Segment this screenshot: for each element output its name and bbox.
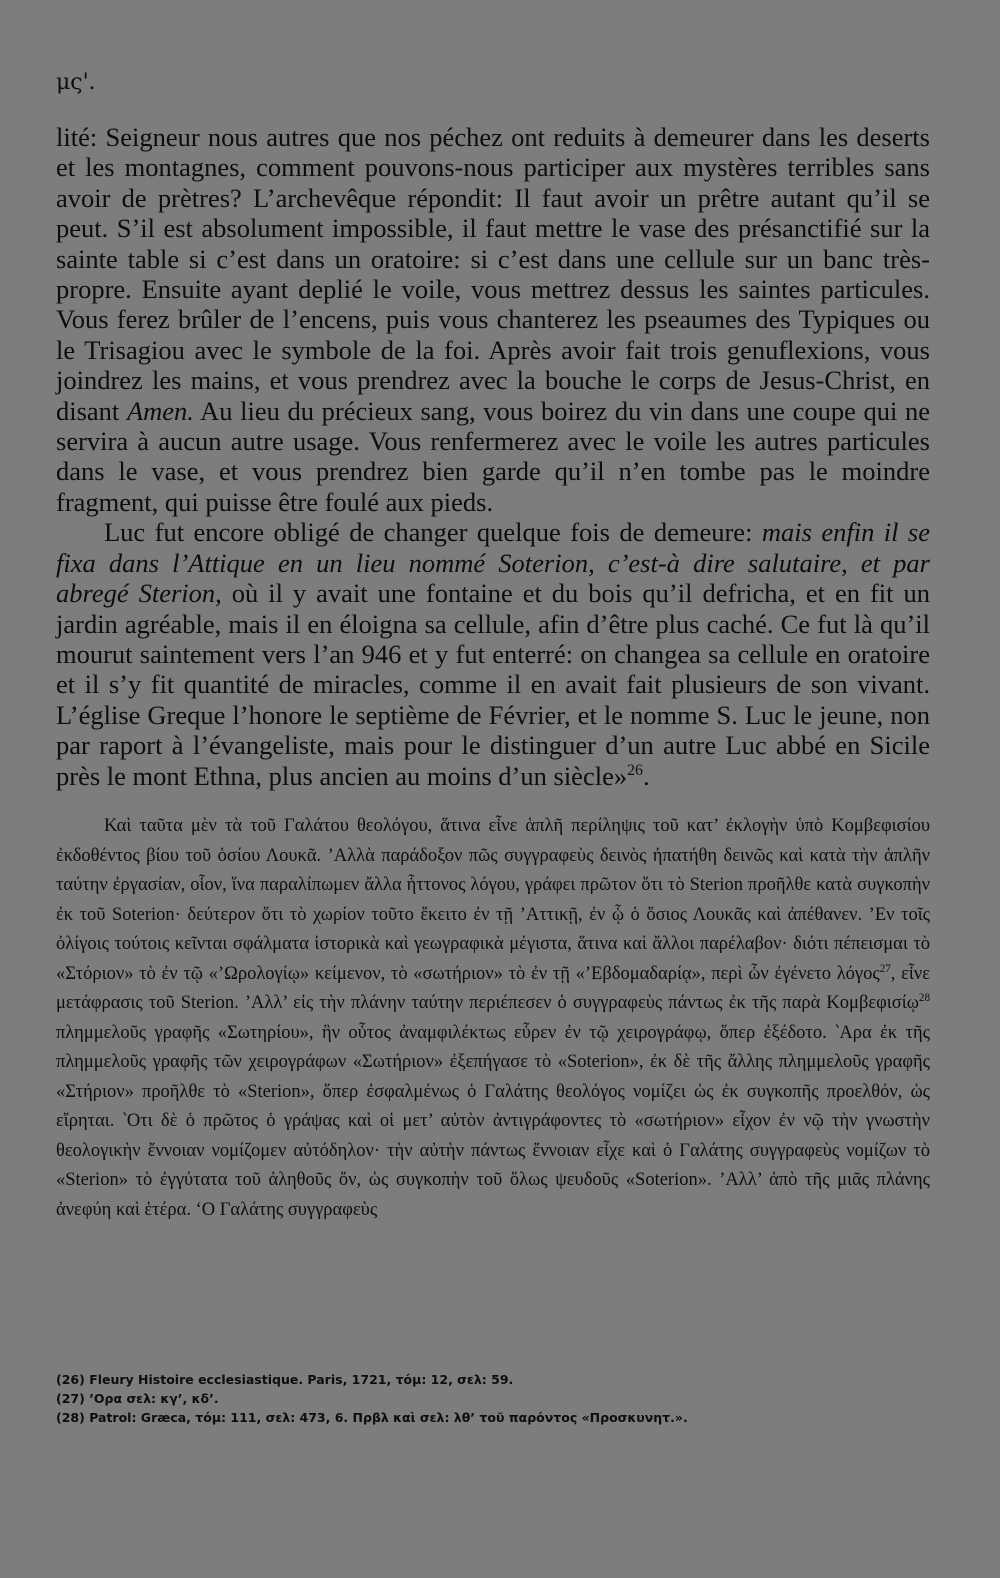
italic-amen: Amen.	[126, 395, 194, 426]
greek-text-3: πλημμελοῦς γραφῆς «Σωτηρίου», ἣν οὗτος ἀναμφιλέκτως εὗρεν ἐν τῷ χειρογράφῳ, ὅπερ ἐξέδοτο. ‵Αρα ἐκ τῆς πλημμελοῦς γραφῆς τῶν χειρογράφων «Σωτήριον» ἐξεπήγασε τὸ «Soterion», ἐκ δὲ τῆς ἄλλης πλημμελοῦς γραφῆς «Στήριον» προῆλθε τὸ «Sterion», ὅπερ ἐσφαλμένως ὁ Γαλάτης θεολόγος νομίζει ὡς ἐκ συγκοπῆς προελθόν, ὡς εἴρηται. ‵Οτι δὲ ὁ πρῶτος ὁ γράψας καὶ οἱ μετ’ αὐτὸν ἀντιγράφοντες τὸ «σωτήριον» εἶχον ἐν νῷ τὴν γνωστὴν θεολογικὴν ἔννοιαν νομίζομεν αὐτόδηλον· τὴν αὐτὴν πάντως ἔννοιαν εἶχε καὶ ὁ Γαλάτης συγγραφεὺς νομίζων τὸ «Sterion» τὸ ἐγγύτατα τοῦ ἀληθοῦς ὄν, ὡς συγκοπὴν τοῦ ὅλως ψευδοῦς «Soterion». ’Αλλ’ ἀπὸ τῆς μιᾶς πλάνης ἀνεφύη καὶ ἑτέρα. ‘Ο Γαλάτης συγγραφεὺς	[56, 1022, 930, 1220]
french-paragraph-2-text: Luc fut encore obligé de changer quelque fois de demeure:	[104, 517, 753, 548]
footnote-mark: (28)	[56, 1410, 85, 1425]
italic-quote: mais enfin il se fixa dans l’Attique en un lieu nommé Soterion, c’est-à dire salutaire, et par abregé Sterion,	[56, 517, 931, 609]
footnote-ref-27: 27	[879, 962, 891, 975]
footnote-26	[56, 1370, 930, 1389]
footnote-text: Patrol: Græca, τόμ: 111, σελ: 473, 6. Πρβλ καὶ σελ: λθ’ τοῦ παρόντος «Προσκυνητ.».	[89, 1410, 688, 1425]
french-paragraph-1-text: lité: Seigneur nous autres que nos péchez ont reduits à demeurer dans les deserts et les montagnes, comment pouvons-nous participer aux mystères terribles sans avoir de prètres? L’archevêque répondit: Il faut avoir un prêtre autant qu’il se peut. S’il est absolument impossible, il faut mettre le vase des présanctifié sur la sainte table si c’est dans un oratoire: si c’est dans une cellule sur un banc très-propre. Ensuite ayant deplié le voile, vous mettrez dessus les saintes particules. Vous ferez brûler de l’encens, puis vous chanterez les pseaumes des Typiques ou le Trisagiou avec le symbole de la foi. Après avoir fait trois genuflexions, vous joindrez les mains, et vous prendrez avec la bouche le corps de Jesus-Christ, en disant	[56, 122, 930, 426]
footnote-28	[56, 1408, 930, 1427]
footnote-mark: (26)	[56, 1372, 85, 1387]
footnote-text: Fleury Histoire ecclesiastique. Paris, 1721, τόμ: 12, σελ: 59.	[89, 1372, 514, 1387]
french-text-block	[56, 122, 930, 791]
french-paragraph-1-end: Au lieu du précieux sang, vous boirez du vin dans une coupe qui ne servira à aucun autre usage. Vous renfermerez avec le voile les autres particules dans le vase, et vous prendrez bien garde qu’il n’en tombe pas le moindre fragment, qui puisse être foulé aux pieds.	[56, 395, 930, 517]
footnote-ref-28: 28	[918, 991, 930, 1004]
greek-text-1: Καὶ ταῦτα μὲν τὰ τοῦ Γαλάτου θεολόγου, ἅτινα εἶνε ἁπλῆ περίληψις τοῦ κατ’ ἐκλογὴν ὑπὸ Κομβεφισίου ἐκδοθέντος βίου τοῦ ὁσίου Λουκᾶ. ’Αλλὰ παράδοξον πῶς συγγραφεὺς δεινὸς ἠπατήθη δεινῶς καὶ κατὰ τὴν ἁπλῆν ταύτην ἐργασίαν, οἷον, ἵνα παραλίπωμεν ἄλλα ἧττονος λόγου, γράφει πρῶτον ὅτι τὸ Sterion προῆλθε κατὰ συγκοπὴν ἐκ τοῦ Soterion· δεύτερον ὅτι τὸ χωρίον τοῦτο ἔκειτο ἐν τῇ ’Αττικῇ, ἐν ᾧ ὁ ὅσιος Λουκᾶς καὶ ἀπέθανεν. ’Εν τοῖς ὀλίγοις τούτοις κεῖνται σφάλματα ἱστορικὰ καὶ γεωγραφικὰ μέγιστα, ἅτινα καὶ ἄλλοι παρέλαβον· διότι πέπεισμαι τὸ «Στόριον» τὸ ἐν τῷ «’Ωρολογίῳ» κείμενον, τὸ «σωτήριον» τὸ ἐν τῇ «’Εβδομαδαρίᾳ», περὶ ὧν ἐγένετο λόγος	[56, 816, 930, 984]
french-paragraph-2-end: où il y avait une fontaine et du bois qu’il defricha, et en fit un jardin agréable, mais il en éloigna sa cellule, afin d’être plus caché. Ce fut là qu’il mourut saintement vers l’an 946 et y fut enterré: on changea sa cellule en oratoire et il s’y fit quantité de miracles, comme il en avait fait plusieurs de son vivant. L’église Greque l’honore le septième de Février, et le nomme S. Luc le jeune, non par raport à l’évangeliste, mais pour le distinguer d’un autre Luc abbé en Sicile près le mont Ethna, plus ancien au moins d’un siècle»	[56, 578, 930, 791]
footnote-ref-26: 26	[627, 761, 643, 779]
footnotes	[56, 1370, 930, 1427]
greek-text-2: , εἶνε μετάφρασις τοῦ Sterion. ’Αλλ’ εἰς τὴν πλάνην ταύτην περιέπεσεν ὁ συγγραφεὺς πάντως ἐκ τῆς παρὰ Κομβεφισίῳ	[56, 963, 930, 1013]
greek-text-block	[56, 812, 930, 1225]
footnote-mark: (27)	[56, 1391, 85, 1406]
greek-paragraph	[56, 812, 930, 1225]
french-paragraph-2: Luc fut encore obligé de changer quelque fois de demeure: mais enfin il se fixa dans l’Attique en un lieu nommé Soterion, c’est-à dire salutaire, et par abregé Sterion, où il y avait une fontaine et du bois qu’il defricha, et en fit un jardin agréable, mais il en éloigna sa cellule, afin d’être plus caché. Ce fut là qu’il mourut saintement vers l’an 946 et y fut enterré: on changea sa cellule en oratoire et il s’y fit quantité de miracles, comme il en avait fait plusieurs de son vivant. L’église Greque l’honore le septième de Février, et le nomme S. Luc le jeune, non par raport à l’évangeliste, mais pour le distinguer d’un autre Luc abbé en Sicile près le mont Ethna, plus ancien au moins d’un siècle»$^{26}$.	[56, 517, 931, 791]
footnote-text: ’Ορα σελ: κγ’, κδ’.	[89, 1391, 219, 1406]
page-number: μς'.	[56, 70, 96, 95]
french-paragraph-1	[56, 122, 930, 517]
footnote-27	[56, 1389, 930, 1408]
